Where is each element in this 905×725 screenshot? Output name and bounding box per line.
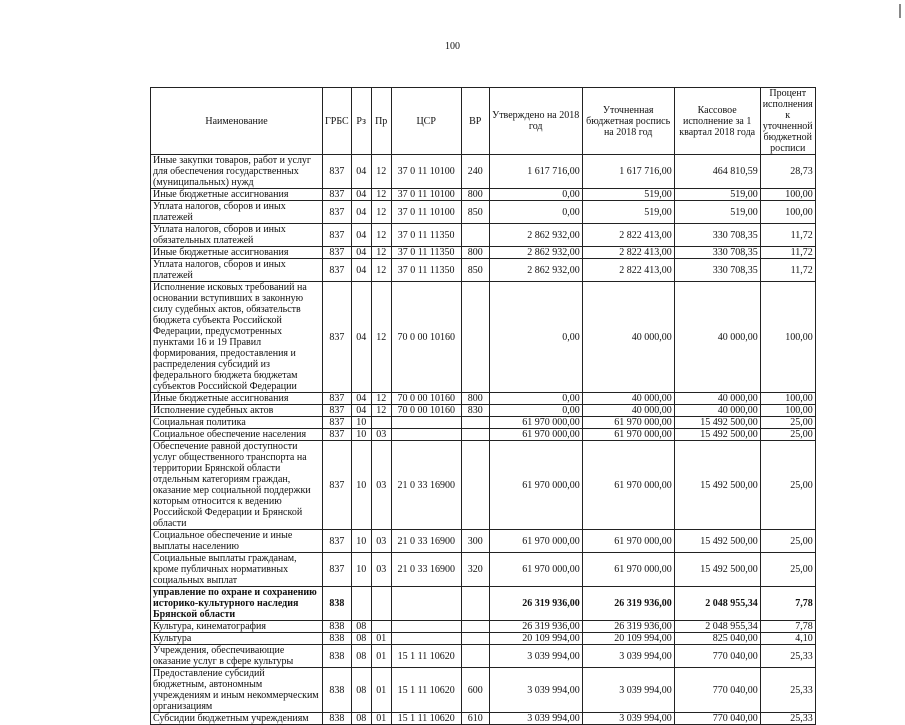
cell-refined: 2 822 413,00 xyxy=(582,224,674,247)
cell-cash: 519,00 xyxy=(674,201,760,224)
cell-grbs: 837 xyxy=(323,189,352,201)
cell-refined: 40 000,00 xyxy=(582,393,674,405)
cell-vr xyxy=(461,224,489,247)
cell-percent: 100,00 xyxy=(760,282,815,393)
col-header-vr: ВР xyxy=(461,88,489,155)
cell-cash: 40 000,00 xyxy=(674,393,760,405)
cell-csr xyxy=(391,587,461,621)
cell-cash: 770 040,00 xyxy=(674,713,760,725)
cell-cash: 15 492 500,00 xyxy=(674,441,760,530)
table-row xyxy=(151,189,816,201)
table-row xyxy=(151,259,816,282)
cell-approved: 61 970 000,00 xyxy=(489,530,582,553)
cell-rz: 08 xyxy=(351,668,371,713)
col-header-approved: Утверждено на 2018 год xyxy=(489,88,582,155)
cell-rz: 08 xyxy=(351,621,371,633)
cell-csr: 70 0 00 10160 xyxy=(391,282,461,393)
cell-csr xyxy=(391,633,461,645)
cell-name: управление по охране и сохранению историко-культурного наследия Брянской области xyxy=(151,587,323,621)
cell-csr: 37 0 11 11350 xyxy=(391,224,461,247)
cell-vr xyxy=(461,417,489,429)
cell-name: Иные бюджетные ассигнования xyxy=(151,393,323,405)
cell-grbs: 837 xyxy=(323,155,352,189)
cell-refined: 26 319 936,00 xyxy=(582,587,674,621)
cell-approved: 61 970 000,00 xyxy=(489,553,582,587)
cell-csr: 21 0 33 16900 xyxy=(391,441,461,530)
cell-vr: 800 xyxy=(461,393,489,405)
col-header-percent: Процент исполнения к уточненной бюджетной росписи xyxy=(760,88,815,155)
cell-grbs: 838 xyxy=(323,587,352,621)
cell-rz: 10 xyxy=(351,441,371,530)
cell-approved: 0,00 xyxy=(489,201,582,224)
cell-csr xyxy=(391,621,461,633)
cell-rz xyxy=(351,587,371,621)
cell-percent: 7,78 xyxy=(760,587,815,621)
cell-pr: 03 xyxy=(371,530,391,553)
cell-cash: 15 492 500,00 xyxy=(674,530,760,553)
cell-refined: 519,00 xyxy=(582,201,674,224)
cell-rz: 04 xyxy=(351,189,371,201)
cell-pr xyxy=(371,587,391,621)
cell-pr: 12 xyxy=(371,155,391,189)
cell-name: Уплата налогов, сборов и иных платежей xyxy=(151,201,323,224)
cell-grbs: 838 xyxy=(323,668,352,713)
cell-csr: 37 0 11 10100 xyxy=(391,189,461,201)
cell-refined: 61 970 000,00 xyxy=(582,530,674,553)
cell-cash: 40 000,00 xyxy=(674,405,760,417)
cell-refined: 61 970 000,00 xyxy=(582,417,674,429)
page-number: 100 xyxy=(445,41,460,52)
cell-csr: 37 0 11 11350 xyxy=(391,247,461,259)
cell-refined: 61 970 000,00 xyxy=(582,553,674,587)
cell-percent: 7,78 xyxy=(760,621,815,633)
cell-csr: 15 1 11 10620 xyxy=(391,713,461,725)
cell-rz: 04 xyxy=(351,259,371,282)
cell-approved: 20 109 994,00 xyxy=(489,633,582,645)
cell-percent: 25,00 xyxy=(760,553,815,587)
col-header-pr: Пр xyxy=(371,88,391,155)
cell-pr: 03 xyxy=(371,553,391,587)
cell-pr: 03 xyxy=(371,429,391,441)
cell-rz: 08 xyxy=(351,645,371,668)
cell-pr: 12 xyxy=(371,189,391,201)
col-header-grbs: ГРБС xyxy=(323,88,352,155)
cell-name: Иные закупки товаров, работ и услуг для обеспечения государственных (муниципальных) нужд xyxy=(151,155,323,189)
table-row xyxy=(151,155,816,189)
cell-pr xyxy=(371,417,391,429)
cell-name: Субсидии бюджетным учреждениям xyxy=(151,713,323,725)
cell-approved: 3 039 994,00 xyxy=(489,645,582,668)
cell-csr: 37 0 11 10100 xyxy=(391,201,461,224)
cell-rz: 10 xyxy=(351,530,371,553)
cell-csr: 21 0 33 16900 xyxy=(391,553,461,587)
cell-percent: 28,73 xyxy=(760,155,815,189)
cell-csr xyxy=(391,417,461,429)
cell-cash: 330 708,35 xyxy=(674,259,760,282)
cell-csr: 37 0 11 10100 xyxy=(391,155,461,189)
cell-rz: 10 xyxy=(351,553,371,587)
cell-csr: 70 0 00 10160 xyxy=(391,405,461,417)
cell-percent: 4,10 xyxy=(760,633,815,645)
cell-cash: 770 040,00 xyxy=(674,645,760,668)
col-header-name: Наименование xyxy=(151,88,323,155)
cell-rz: 10 xyxy=(351,417,371,429)
table-row xyxy=(151,530,816,553)
cell-grbs: 837 xyxy=(323,224,352,247)
cell-refined: 61 970 000,00 xyxy=(582,441,674,530)
col-header-csr: ЦСР xyxy=(391,88,461,155)
cell-pr: 01 xyxy=(371,633,391,645)
cell-approved: 0,00 xyxy=(489,393,582,405)
table-row xyxy=(151,713,816,725)
cell-rz: 08 xyxy=(351,633,371,645)
cell-pr: 12 xyxy=(371,259,391,282)
cell-approved: 26 319 936,00 xyxy=(489,587,582,621)
table-row xyxy=(151,645,816,668)
cell-percent: 25,33 xyxy=(760,668,815,713)
cell-name: Иные бюджетные ассигнования xyxy=(151,247,323,259)
cell-name: Социальные выплаты гражданам, кроме публичных нормативных социальных выплат xyxy=(151,553,323,587)
cell-cash: 825 040,00 xyxy=(674,633,760,645)
cell-pr: 01 xyxy=(371,668,391,713)
cell-approved: 61 970 000,00 xyxy=(489,441,582,530)
cell-vr xyxy=(461,441,489,530)
cell-rz: 04 xyxy=(351,282,371,393)
cell-vr: 320 xyxy=(461,553,489,587)
scan-edge-mark xyxy=(899,4,901,18)
cell-percent: 100,00 xyxy=(760,393,815,405)
cell-pr: 12 xyxy=(371,282,391,393)
cell-pr: 01 xyxy=(371,713,391,725)
cell-approved: 26 319 936,00 xyxy=(489,621,582,633)
cell-vr xyxy=(461,633,489,645)
cell-cash: 15 492 500,00 xyxy=(674,429,760,441)
cell-percent: 11,72 xyxy=(760,247,815,259)
cell-refined: 1 617 716,00 xyxy=(582,155,674,189)
cell-approved: 2 862 932,00 xyxy=(489,224,582,247)
cell-percent: 25,33 xyxy=(760,645,815,668)
cell-percent: 100,00 xyxy=(760,189,815,201)
cell-grbs: 837 xyxy=(323,201,352,224)
cell-percent: 25,00 xyxy=(760,417,815,429)
cell-pr: 03 xyxy=(371,441,391,530)
budget-table xyxy=(150,87,816,725)
cell-name: Уплата налогов, сборов и иных платежей xyxy=(151,259,323,282)
cell-refined: 40 000,00 xyxy=(582,282,674,393)
cell-pr xyxy=(371,621,391,633)
cell-cash: 40 000,00 xyxy=(674,282,760,393)
cell-grbs: 837 xyxy=(323,282,352,393)
cell-vr: 830 xyxy=(461,405,489,417)
cell-refined: 20 109 994,00 xyxy=(582,633,674,645)
cell-grbs: 837 xyxy=(323,405,352,417)
table-row xyxy=(151,633,816,645)
cell-percent: 25,00 xyxy=(760,441,815,530)
cell-rz: 04 xyxy=(351,201,371,224)
cell-vr xyxy=(461,587,489,621)
cell-vr: 850 xyxy=(461,259,489,282)
cell-refined: 26 319 936,00 xyxy=(582,621,674,633)
cell-grbs: 837 xyxy=(323,417,352,429)
cell-csr xyxy=(391,429,461,441)
cell-rz: 04 xyxy=(351,247,371,259)
cell-name: Исполнение судебных актов xyxy=(151,405,323,417)
cell-approved: 1 617 716,00 xyxy=(489,155,582,189)
cell-csr: 15 1 11 10620 xyxy=(391,645,461,668)
cell-approved: 61 970 000,00 xyxy=(489,429,582,441)
cell-refined: 2 822 413,00 xyxy=(582,259,674,282)
cell-name: Культура, кинематография xyxy=(151,621,323,633)
cell-grbs: 837 xyxy=(323,441,352,530)
cell-cash: 464 810,59 xyxy=(674,155,760,189)
cell-name: Социальная политика xyxy=(151,417,323,429)
cell-vr: 600 xyxy=(461,668,489,713)
cell-grbs: 838 xyxy=(323,633,352,645)
cell-cash: 15 492 500,00 xyxy=(674,417,760,429)
cell-vr: 800 xyxy=(461,247,489,259)
cell-approved: 3 039 994,00 xyxy=(489,668,582,713)
cell-percent: 100,00 xyxy=(760,405,815,417)
table-row xyxy=(151,553,816,587)
cell-grbs: 838 xyxy=(323,645,352,668)
cell-rz: 08 xyxy=(351,713,371,725)
table-row xyxy=(151,201,816,224)
cell-approved: 0,00 xyxy=(489,189,582,201)
cell-refined: 61 970 000,00 xyxy=(582,429,674,441)
cell-vr xyxy=(461,621,489,633)
table-row xyxy=(151,405,816,417)
cell-cash: 330 708,35 xyxy=(674,224,760,247)
cell-percent: 25,00 xyxy=(760,530,815,553)
cell-rz: 04 xyxy=(351,405,371,417)
col-header-cash: Кассовое исполнение за 1 квартал 2018 года xyxy=(674,88,760,155)
cell-refined: 2 822 413,00 xyxy=(582,247,674,259)
table-row xyxy=(151,224,816,247)
cell-pr: 01 xyxy=(371,645,391,668)
cell-approved: 2 862 932,00 xyxy=(489,259,582,282)
cell-approved: 61 970 000,00 xyxy=(489,417,582,429)
cell-percent: 11,72 xyxy=(760,224,815,247)
table-row xyxy=(151,441,816,530)
cell-rz: 04 xyxy=(351,393,371,405)
cell-name: Исполнение исковых требований на основании вступивших в законную силу судебных актов, обязательств бюджета субъекта Российской Федерации, предусмотренных пунктами 16 и 19 Правил формирования, предоставления и распределения субсидий из федерального бюджета бюджетам субъектов Российской Федерации xyxy=(151,282,323,393)
cell-csr: 21 0 33 16900 xyxy=(391,530,461,553)
table-row xyxy=(151,282,816,393)
cell-refined: 3 039 994,00 xyxy=(582,713,674,725)
table-row xyxy=(151,587,816,621)
cell-rz: 10 xyxy=(351,429,371,441)
cell-vr: 240 xyxy=(461,155,489,189)
cell-pr: 12 xyxy=(371,224,391,247)
cell-pr: 12 xyxy=(371,393,391,405)
cell-rz: 04 xyxy=(351,155,371,189)
cell-refined: 40 000,00 xyxy=(582,405,674,417)
cell-approved: 3 039 994,00 xyxy=(489,713,582,725)
cell-name: Социальное обеспечение населения xyxy=(151,429,323,441)
table-header-row xyxy=(151,88,816,155)
cell-grbs: 837 xyxy=(323,259,352,282)
cell-refined: 3 039 994,00 xyxy=(582,668,674,713)
cell-csr: 37 0 11 11350 xyxy=(391,259,461,282)
cell-grbs: 837 xyxy=(323,393,352,405)
cell-cash: 519,00 xyxy=(674,189,760,201)
cell-cash: 770 040,00 xyxy=(674,668,760,713)
cell-vr xyxy=(461,645,489,668)
cell-name: Учреждения, обеспечивающие оказание услуг в сфере культуры xyxy=(151,645,323,668)
cell-grbs: 838 xyxy=(323,621,352,633)
cell-vr xyxy=(461,429,489,441)
cell-grbs: 837 xyxy=(323,553,352,587)
cell-vr: 850 xyxy=(461,201,489,224)
cell-vr xyxy=(461,282,489,393)
cell-percent: 25,33 xyxy=(760,713,815,725)
table-row xyxy=(151,621,816,633)
table-row xyxy=(151,247,816,259)
cell-grbs: 837 xyxy=(323,429,352,441)
col-header-refined: Уточненная бюджетная роспись на 2018 год xyxy=(582,88,674,155)
cell-csr: 15 1 11 10620 xyxy=(391,668,461,713)
cell-pr: 12 xyxy=(371,201,391,224)
table-row xyxy=(151,417,816,429)
cell-name: Иные бюджетные ассигнования xyxy=(151,189,323,201)
cell-cash: 330 708,35 xyxy=(674,247,760,259)
cell-cash: 2 048 955,34 xyxy=(674,587,760,621)
cell-grbs: 837 xyxy=(323,247,352,259)
cell-pr: 12 xyxy=(371,405,391,417)
cell-vr: 300 xyxy=(461,530,489,553)
cell-name: Социальное обеспечение и иные выплаты населению xyxy=(151,530,323,553)
cell-grbs: 838 xyxy=(323,713,352,725)
cell-name: Культура xyxy=(151,633,323,645)
cell-pr: 12 xyxy=(371,247,391,259)
cell-name: Обеспечение равной доступности услуг общественного транспорта на территории Брянской области отдельным категориям граждан, оказание мер социальной поддержки которым относится к ведению Российской Федерации и Брянской области xyxy=(151,441,323,530)
cell-approved: 0,00 xyxy=(489,405,582,417)
cell-vr: 610 xyxy=(461,713,489,725)
cell-percent: 25,00 xyxy=(760,429,815,441)
cell-name: Предоставление субсидий бюджетным, автономным учреждениям и иным некоммерческим организациям xyxy=(151,668,323,713)
table-row xyxy=(151,429,816,441)
table-row xyxy=(151,668,816,713)
cell-csr: 70 0 00 10160 xyxy=(391,393,461,405)
cell-grbs: 837 xyxy=(323,530,352,553)
cell-approved: 0,00 xyxy=(489,282,582,393)
cell-percent: 11,72 xyxy=(760,259,815,282)
table-row xyxy=(151,393,816,405)
cell-percent: 100,00 xyxy=(760,201,815,224)
cell-name: Уплата налогов, сборов и иных обязательных платежей xyxy=(151,224,323,247)
cell-cash: 15 492 500,00 xyxy=(674,553,760,587)
cell-refined: 3 039 994,00 xyxy=(582,645,674,668)
cell-cash: 2 048 955,34 xyxy=(674,621,760,633)
col-header-rz: Рз xyxy=(351,88,371,155)
cell-vr: 800 xyxy=(461,189,489,201)
cell-rz: 04 xyxy=(351,224,371,247)
cell-refined: 519,00 xyxy=(582,189,674,201)
cell-approved: 2 862 932,00 xyxy=(489,247,582,259)
